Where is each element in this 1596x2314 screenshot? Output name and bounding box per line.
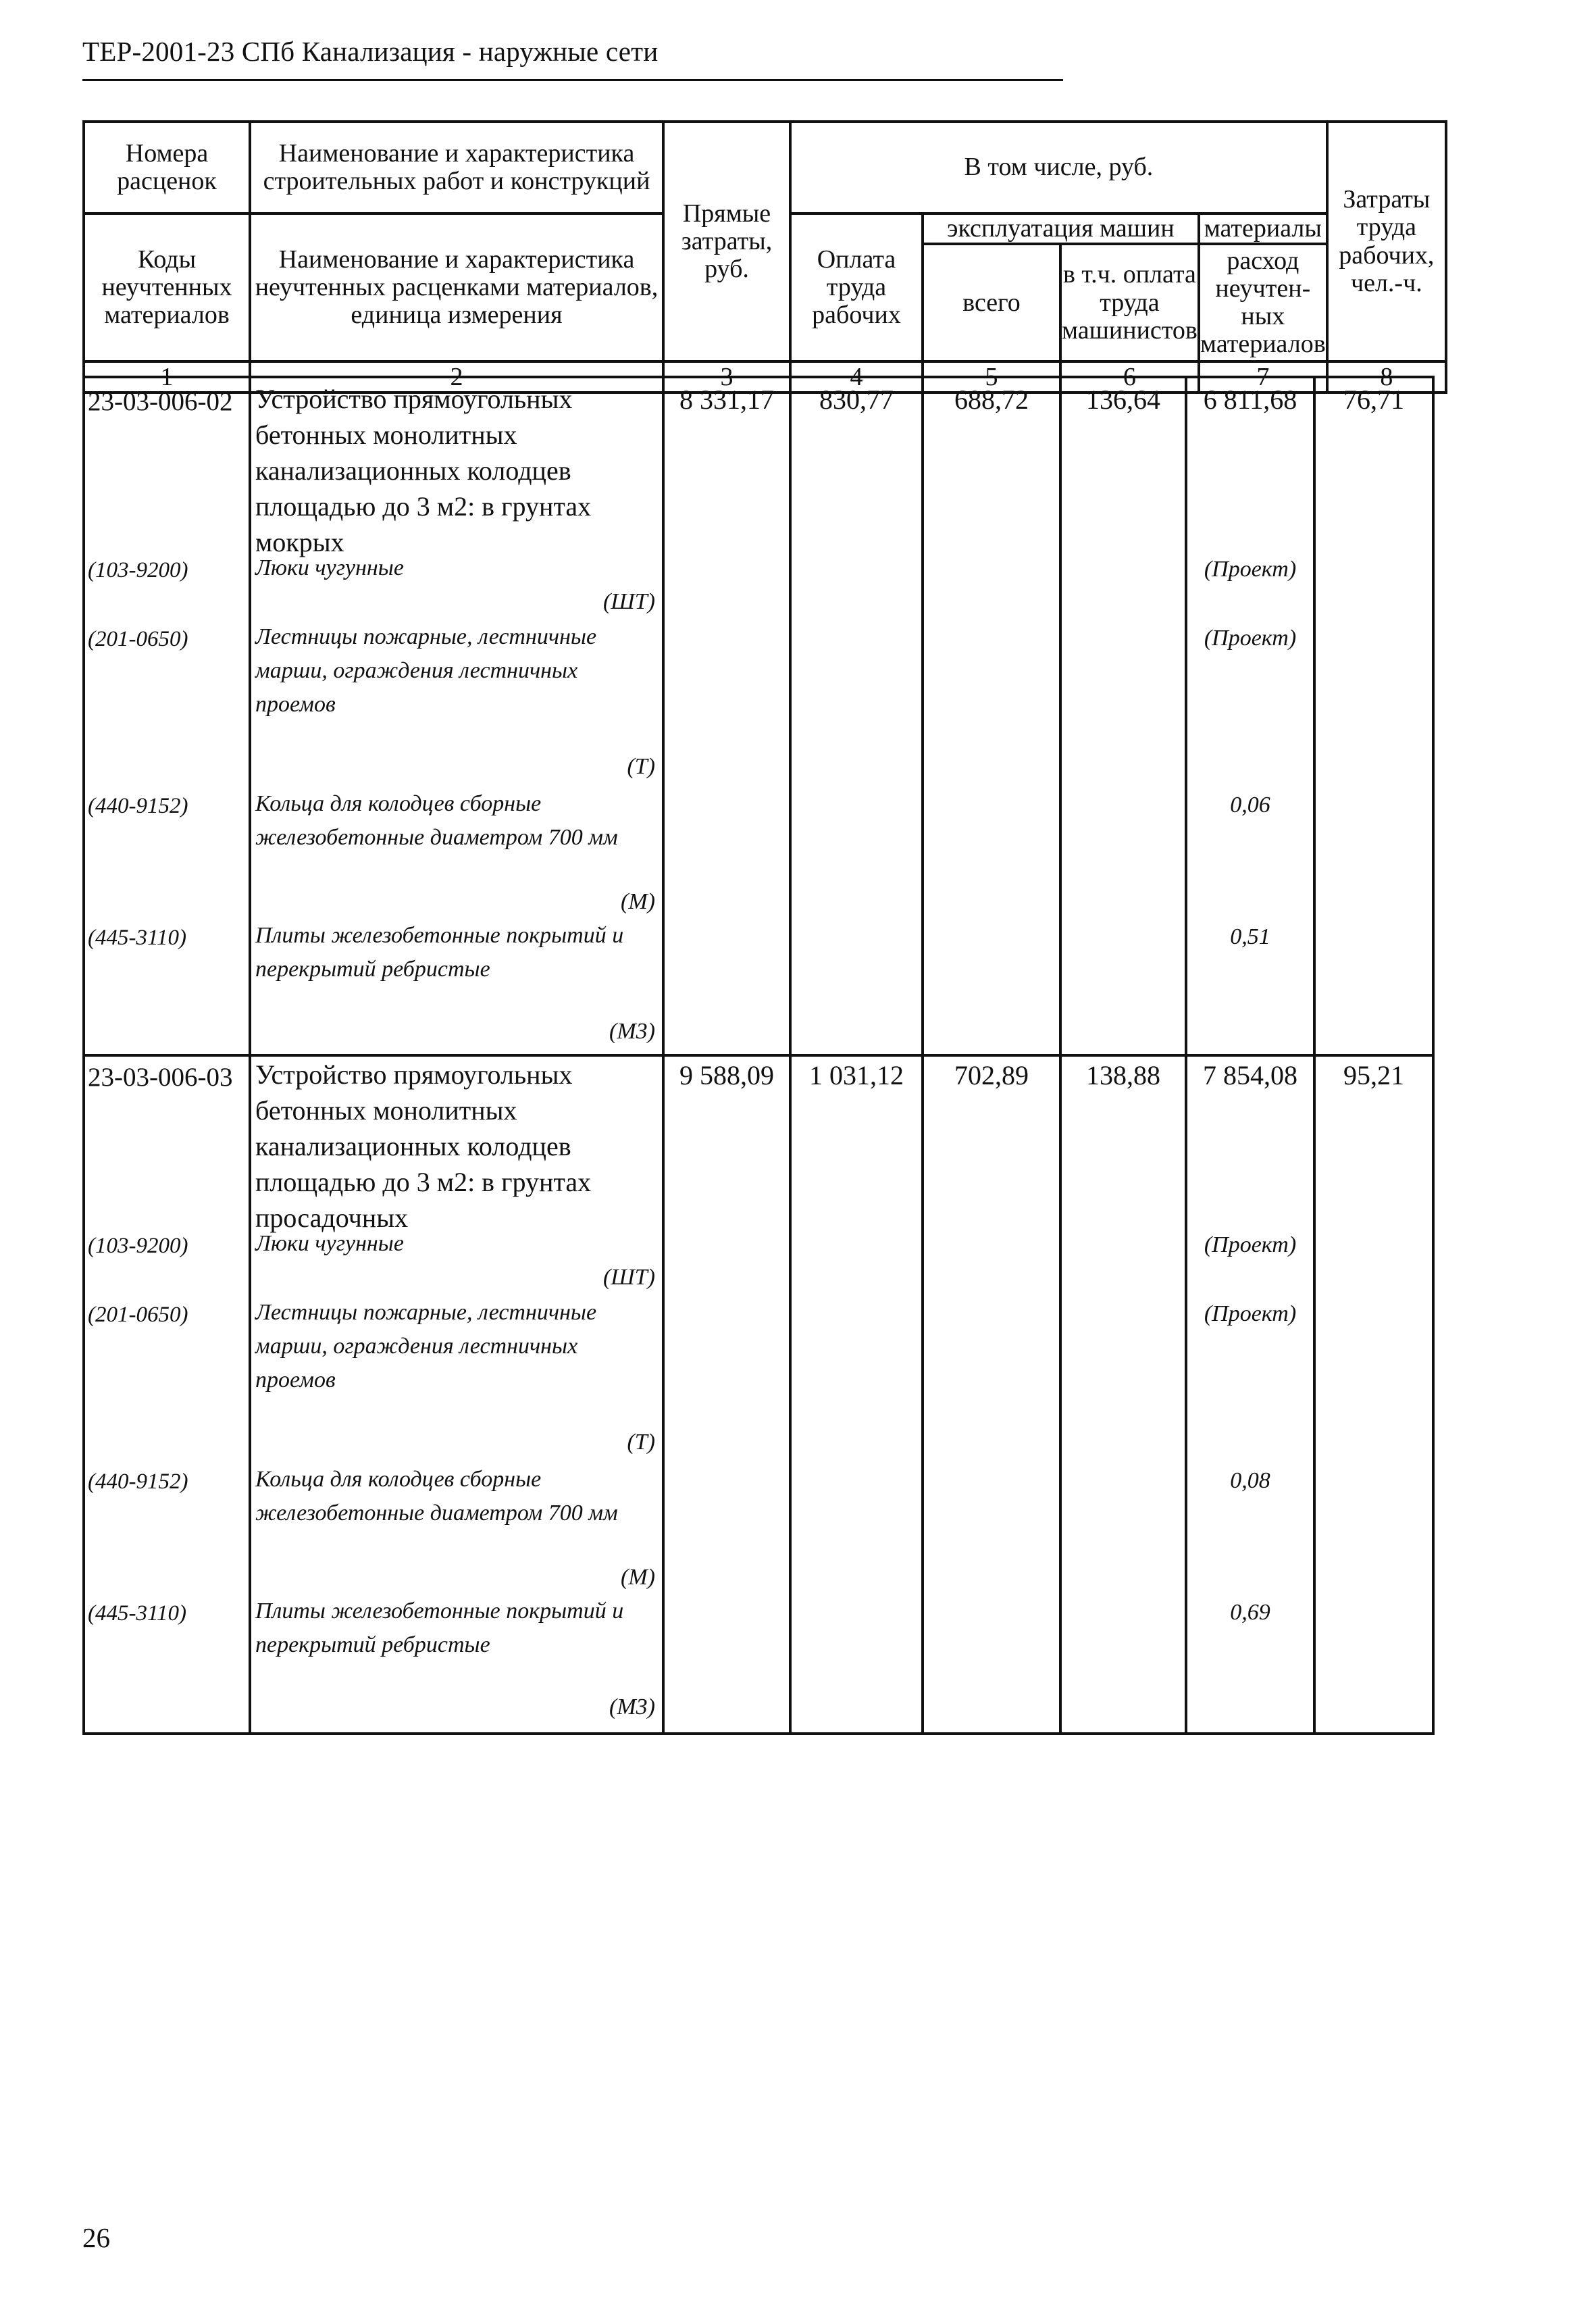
machinists-pay: 136,64	[1086, 384, 1160, 415]
page-number: 26	[82, 2222, 110, 2253]
material-unit: (Т)	[627, 1430, 655, 1455]
header-rule	[82, 79, 1063, 81]
material-name: Люки чугунные	[255, 1231, 404, 1256]
materials-cost: 6 811,68	[1203, 384, 1297, 415]
material-code: (445-3110)	[88, 1601, 187, 1626]
header-col8: Затраты труда рабочих, чел.-ч.	[1327, 122, 1446, 361]
materials-cost: 7 854,08	[1203, 1060, 1297, 1090]
header-col2-bottom: Наименование и характеристика неучтенных расценками материалов, единица измерения	[250, 213, 663, 361]
material-amount: (Проект)	[1204, 557, 1297, 582]
header-col2-top: Наименование и характеристика строительных работ и конструкций	[250, 122, 663, 213]
table-row	[84, 1055, 1433, 1734]
rates-table	[82, 376, 1435, 1735]
rate-name: Устройство прямоугольных бетонных монолитных канализационных колодцев площадью до 3 м2: в грунтах мокрых	[255, 384, 592, 557]
header-col7: расход неучтен-ных материалов	[1199, 244, 1327, 361]
header-machines: эксплуатация машин	[923, 213, 1199, 244]
col-number: 3	[663, 361, 790, 393]
material-code: (201-0650)	[88, 627, 188, 651]
header-col4: Оплата труда рабочих	[790, 213, 923, 361]
col-number: 5	[923, 361, 1060, 393]
header-materials: материалы	[1199, 213, 1327, 244]
header-col5: всего	[923, 244, 1060, 361]
direct-cost: 9 588,09	[679, 1060, 774, 1090]
machines-total: 688,72	[954, 384, 1029, 415]
direct-cost: 8 331,17	[679, 384, 774, 415]
material-unit: (Т)	[627, 754, 655, 779]
material-amount: 0,69	[1230, 1600, 1270, 1625]
material-code: (440-9152)	[88, 1469, 188, 1494]
material-name: Лестницы пожарные, лестничные марши, ограждения лестничных проемов	[255, 1300, 597, 1392]
material-name: Кольца для колодцев сборные железобетонные диаметром 700 мм	[255, 1467, 618, 1526]
material-amount: (Проект)	[1204, 626, 1297, 651]
material-name: Кольца для колодцев сборные железобетонные диаметром 700 мм	[255, 791, 618, 850]
material-unit: (М)	[621, 889, 655, 914]
labor-hours: 95,21	[1343, 1060, 1404, 1090]
material-unit: (ШТ)	[602, 1265, 655, 1290]
material-code: (440-9152)	[88, 794, 188, 818]
material-unit: (М3)	[609, 1694, 655, 1719]
table-row	[84, 377, 1433, 1055]
header-col1-bottom: Коды неучтенных материалов	[84, 213, 250, 361]
column-header-table	[82, 120, 1447, 394]
rate-code: 23-03-006-03	[88, 1063, 233, 1092]
col-number: 6	[1060, 361, 1199, 393]
material-name: Лестницы пожарные, лестничные марши, ограждения лестничных проемов	[255, 624, 597, 717]
col-number: 1	[84, 361, 250, 393]
header-col3: Прямые затраты, руб.	[663, 122, 790, 361]
material-unit: (М)	[621, 1565, 655, 1590]
rate-name: Устройство прямоугольных бетонных монолитных канализационных колодцев площадью до 3 м2: в грунтах просадочных	[255, 1059, 592, 1233]
material-amount: (Проект)	[1204, 1301, 1297, 1326]
material-amount: 0,06	[1230, 793, 1270, 818]
material-code: (103-9200)	[88, 558, 188, 582]
material-code: (201-0650)	[88, 1303, 188, 1327]
col-number: 7	[1199, 361, 1327, 393]
material-unit: (М3)	[609, 1019, 655, 1044]
material-code: (103-9200)	[88, 1234, 188, 1258]
material-amount: 0,51	[1230, 924, 1270, 949]
material-unit: (ШТ)	[602, 589, 655, 614]
material-name: Плиты железобетонные покрытий и перекрытий ребристые	[255, 1599, 624, 1657]
material-code: (445-3110)	[88, 926, 187, 950]
header-col1-top: Номера расценок	[84, 122, 250, 213]
page-header: ТЕР-2001-23 СПб Канализация - наружные сети	[82, 36, 659, 67]
material-amount: 0,08	[1230, 1468, 1270, 1493]
machinists-pay: 138,88	[1086, 1060, 1160, 1090]
labor-cost: 830,77	[819, 384, 894, 415]
header-col6: в т.ч. оплата труда машинистов	[1060, 244, 1199, 361]
rate-code: 23-03-006-02	[88, 387, 233, 416]
labor-hours: 76,71	[1343, 384, 1404, 415]
col-number: 8	[1327, 361, 1446, 393]
header-group: В том числе, руб.	[790, 122, 1327, 213]
material-name: Плиты железобетонные покрытий и перекрытий ребристые	[255, 923, 624, 982]
col-number: 4	[790, 361, 923, 393]
labor-cost: 1 031,12	[809, 1060, 904, 1090]
material-name: Люки чугунные	[255, 555, 404, 580]
col-number: 2	[250, 361, 663, 393]
machines-total: 702,89	[954, 1060, 1029, 1090]
material-amount: (Проект)	[1204, 1232, 1297, 1257]
